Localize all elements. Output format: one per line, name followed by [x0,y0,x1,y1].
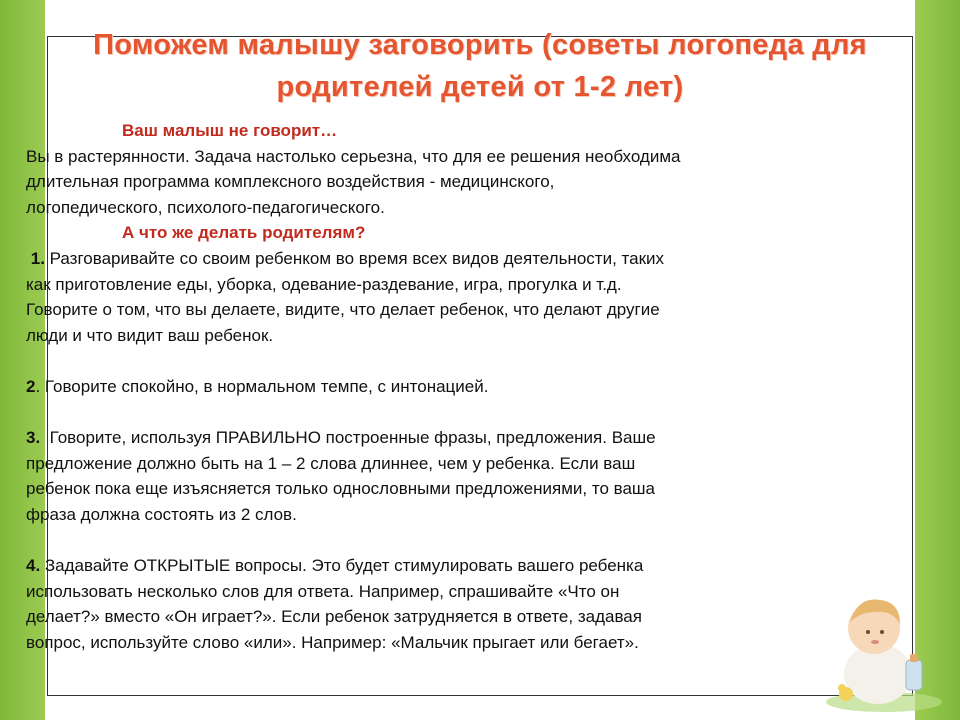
tip-1-line-1 [26,246,861,272]
tip-4-line-4: вопрос, используйте слово «или». Например: «Мальчик прыгает или бегает». [26,632,639,652]
tip-3-line-3: ребенок пока еще изъясняется только однословными предложениями, то ваша [26,479,656,499]
tip-1-text: Разговаривайте со своим ребенком во время всех видов деятельности, таких [44,248,665,268]
intro-line-1: Вы в растерянности. Задача настолько серьезна, что для ее решения необходима [26,146,681,166]
slide-title [60,24,900,108]
intro-line-2: длительная программа комплексного воздействия - медицинского, [26,172,555,192]
tip-4-line-2: использовать несколько слов для ответа. Например, спрашивайте «Что он [26,581,620,601]
slide-body [26,118,861,655]
tip-3-line-1 [26,425,861,451]
title-line-1: Поможем малышу заговорить (советы логопеда для [93,29,867,61]
subheading-not-talking: Ваш малыш не говорит… [122,121,338,140]
baby-illustration [818,582,950,714]
subheading-what-to-do: А что же делать родителям? [122,223,366,243]
tip-3-number: 3. [26,428,41,448]
spacer [26,528,861,554]
intro-line-3: логопедического, психолого-педагогического. [26,197,385,217]
tip-3-line-4: фраза должна состоять из 2 слов. [26,504,297,524]
tip-1-line-2: как приготовление еды, уборка, одевание-раздевание, игра, прогулка и т.д. [26,274,622,294]
tip-3-line-2: предложение должно быть на 1 – 2 слова длиннее, чем у ребенка. Если ваш [26,453,636,473]
tip-1-line-4: люди и что видит ваш ребенок. [26,325,274,345]
tip-3-text: Говорите, используя ПРАВИЛЬНО построенные фразы, предложения. Ваше [40,428,656,448]
tip-2-number: 2 [26,376,36,396]
tip-1-number: 1. [30,248,45,268]
tip-4-number: 4. [26,556,41,576]
tip-4-text: Задавайте ОТКРЫТЫЕ вопросы. Это будет стимулировать вашего ребенка [40,556,644,576]
tip-4-line-3: делает?» вместо «Он играет?». Если ребенок затрудняется в ответе, задавая [26,607,642,627]
tip-2-text: . Говорите спокойно, в нормальном темпе, с интонацией. [35,376,489,396]
spacer [26,348,861,374]
title-line-2: родителей детей от 1-2 лет) [276,71,684,103]
spacer [26,400,861,426]
tip-1-line-3: Говорите о том, что вы делаете, видите, что делает ребенок, что делают другие [26,300,660,320]
tip-4-line-1 [26,553,861,579]
tip-2-line-1 [26,374,861,400]
